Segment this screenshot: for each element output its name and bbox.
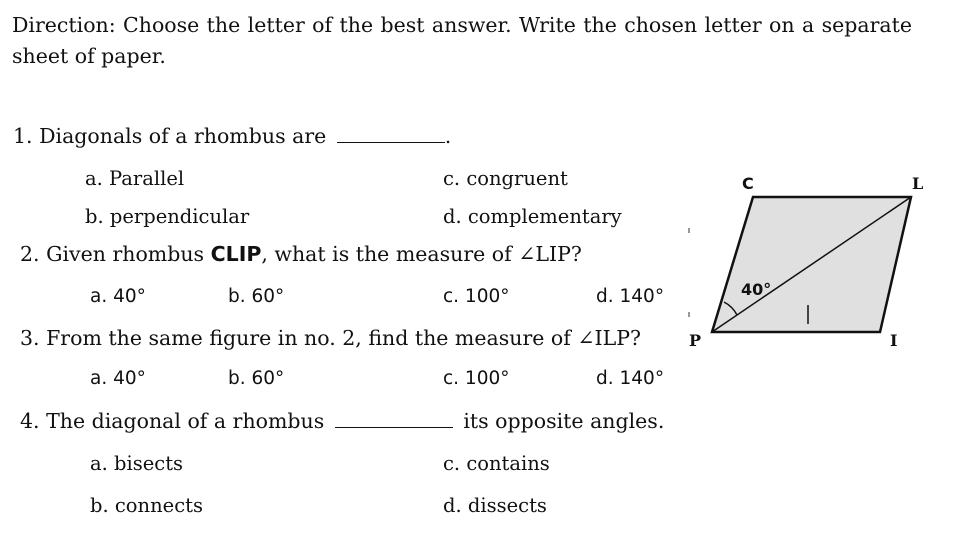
q4-option-a: a. bisects [90,452,184,475]
q1-option-b: b. perpendicular [85,205,250,228]
vertex-label-i: I [890,331,898,350]
q4-option-d: d. dissects [443,494,547,517]
q1-option-c: c. congruent [443,167,568,190]
vertex-label-p: P [689,331,702,350]
question-4: 4. The diagonal of a rhombus its opposite angles. [20,409,665,433]
q3-option-c: c. 100° [443,368,510,389]
directions-text: Direction: Choose the letter of the best answer. Write the chosen letter on a separate sheet of paper. [12,13,912,68]
rhombus-name: CLIP [210,242,262,266]
q3-option-a: a. 40° [90,368,146,389]
question-1: 1. Diagonals of a rhombus are . [13,124,452,148]
q2-option-a: a. 40° [90,286,146,307]
q4-option-b: b. connects [90,494,203,517]
vertex-label-c: C [742,174,754,193]
q3-option-d: d. 140° [596,368,665,389]
question-3: 3. From the same figure in no. 2, find the measure of ∠ILP? [20,326,642,350]
q2-option-d: d. 140° [596,286,665,307]
q1-option-d: d. complementary [443,205,622,228]
angle-label: 40° [741,280,772,299]
q2-option-b: b. 60° [228,286,285,307]
question-2: 2. Given rhombus CLIP, what is the measure of ∠LIP? [20,242,582,266]
q1-option-a: a. Parallel [85,167,185,190]
question-1-text: 1. Diagonals of a rhombus are [13,124,327,148]
q3-option-b: b. 60° [228,368,285,389]
q2-option-c: c. 100° [443,286,510,307]
vertex-label-l: L [912,174,924,193]
q4-option-c: c. contains [443,452,550,475]
